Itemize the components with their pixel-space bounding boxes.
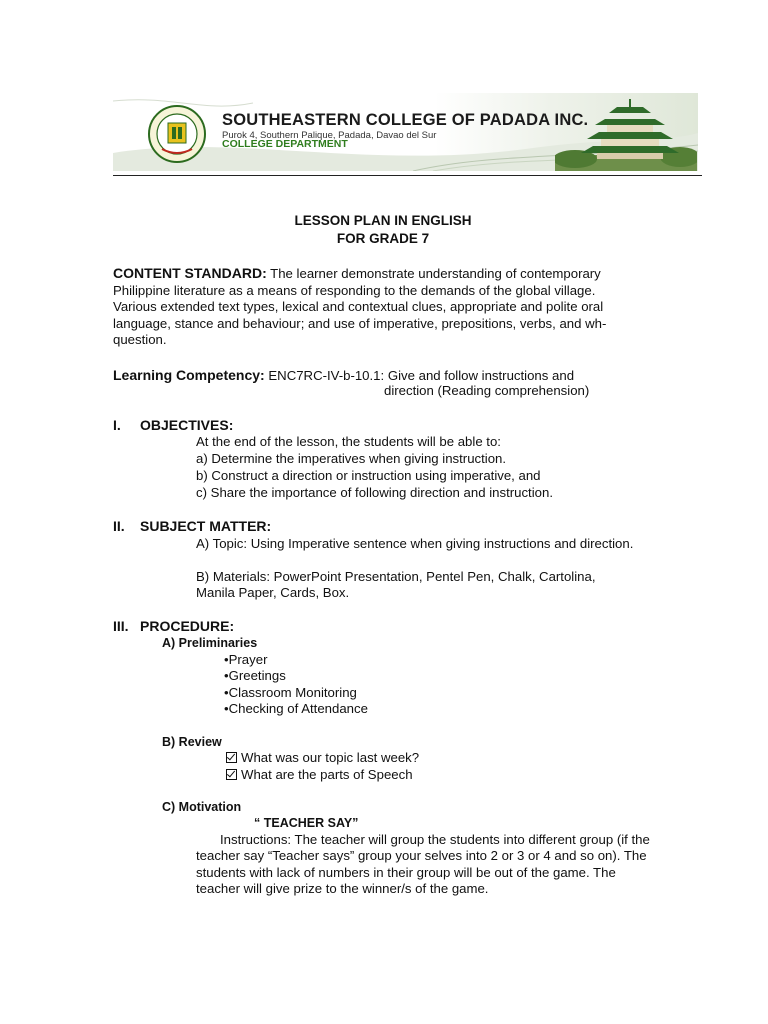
objective-item: b) Construct a direction or instruction using imperative, and xyxy=(196,468,541,483)
pagoda-icon xyxy=(555,97,697,171)
school-seal-icon xyxy=(148,105,206,163)
objectives-heading: OBJECTIVES: xyxy=(140,417,234,433)
section-numeral-2: II. xyxy=(113,518,125,534)
motivation-instructions: Instructions: The teacher will group the students into different group (if the teacher say “Teacher says” group your selves into 2 or 3 or 4 and so on). The students with lack of numbers in their group will be out of the game. The teacher will give prize to the winner/s of the game. xyxy=(196,832,650,897)
subject-materials-line1: B) Materials: PowerPoint Presentation, Pentel Pen, Chalk, Cartolina, xyxy=(196,569,596,584)
document-title-line2: FOR GRADE 7 xyxy=(336,231,430,246)
preliminary-item: •Classroom Monitoring xyxy=(224,685,357,700)
school-address: Purok 4, Southern Palique, Padada, Davao del Sur xyxy=(222,130,437,141)
review-item-text: What was our topic last week? xyxy=(241,750,420,765)
subject-matter-heading: SUBJECT MATTER: xyxy=(140,518,272,534)
header-divider xyxy=(113,175,702,176)
document-title-line1: LESSON PLAN IN ENGLISH xyxy=(294,213,472,228)
motivation-heading: C) Motivation xyxy=(162,800,242,814)
learning-competency-line1: ENC7RC-IV-b-10.1: Give and follow instructions and xyxy=(268,368,575,383)
learning-competency-line2: direction (Reading comprehension) xyxy=(384,383,590,398)
section-numeral-1: I. xyxy=(113,417,121,433)
school-name: SOUTHEASTERN COLLEGE OF PADADA INC. xyxy=(222,111,589,129)
procedure-heading: PROCEDURE: xyxy=(140,618,235,634)
game-title: “ TEACHER SAY” xyxy=(254,816,359,830)
review-item xyxy=(226,750,419,766)
learning-competency xyxy=(113,367,574,384)
department-name: COLLEGE DEPARTMENT xyxy=(222,138,348,150)
objectives-intro: At the end of the lesson, the students will be able to: xyxy=(196,434,501,449)
preliminary-item: •Prayer xyxy=(224,652,268,667)
objective-item: a) Determine the imperatives when giving instruction. xyxy=(196,451,507,466)
content-standard-label: CONTENT STANDARD: xyxy=(113,265,267,281)
preliminary-item: •Checking of Attendance xyxy=(224,701,368,716)
review-item xyxy=(226,767,413,783)
preliminary-item: •Greetings xyxy=(224,668,286,683)
content-standard-text: The learner demonstrate understanding of contemporary Philippine literature as a means of responding to the demands of the global village. Various extended text types, lexical and contextual clues, appropriate and polite oral language, stance and behaviour; and use of imperative, prepositions, verbs, and wh-question. xyxy=(113,266,607,348)
content-standard xyxy=(113,265,633,349)
review-heading: B) Review xyxy=(162,735,222,749)
learning-competency-label: Learning Competency: xyxy=(113,367,265,383)
subject-materials-line2: Manila Paper, Cards, Box. xyxy=(196,585,350,600)
section-numeral-3: III. xyxy=(113,618,129,634)
preliminaries-heading: A) Preliminaries xyxy=(162,636,258,650)
review-item-text: What are the parts of Speech xyxy=(241,767,413,782)
subject-topic: A) Topic: Using Imperative sentence when giving instructions and direction. xyxy=(196,536,634,551)
checkbox-icon xyxy=(226,752,237,763)
checkbox-icon xyxy=(226,769,237,780)
objective-item: c) Share the importance of following direction and instruction. xyxy=(196,485,553,500)
